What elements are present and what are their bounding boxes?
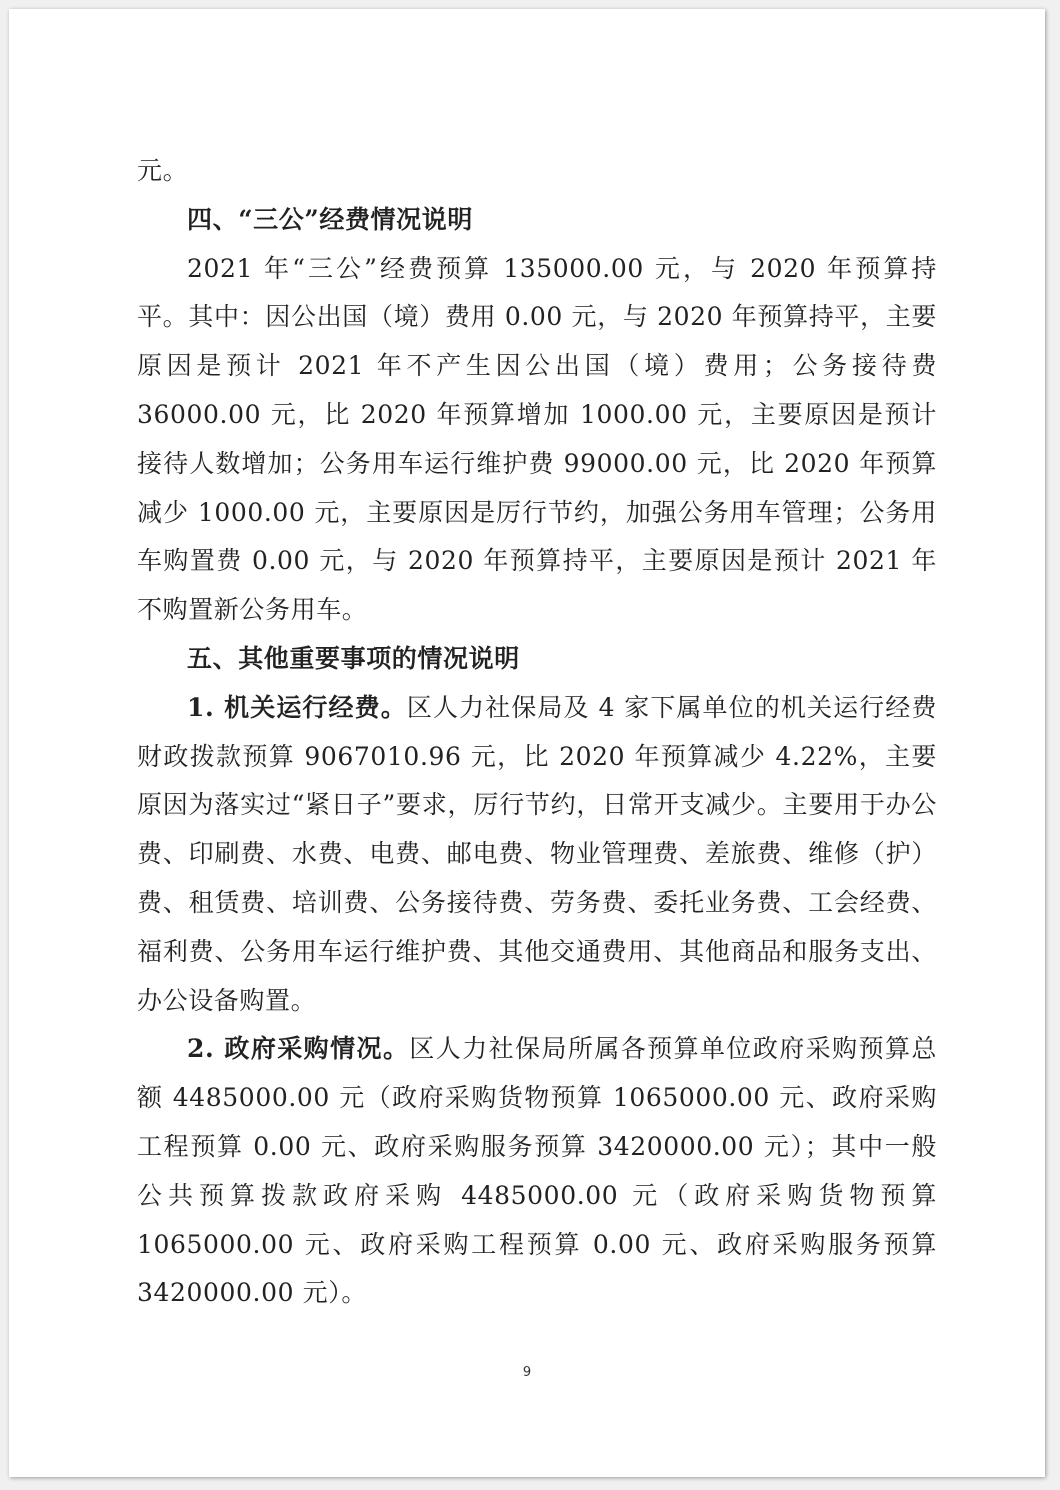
section-heading-four: 四、“三公”经费情况说明 (187, 204, 473, 234)
page-body (137, 147, 937, 1318)
paragraph-government-procurement (137, 1025, 937, 1318)
document-page (9, 9, 1045, 1477)
page-number: 9 (522, 1365, 532, 1380)
paragraph-three-public-expenses: 2021 年“三公”经费预算 135000.00 元，与 2020 年预算持平。其中：因公出国（境）费用 0.00 元，与 2020 年预算持平，主要原因是预计 2021 年不产生因公出国（境）费用；公务接待费 36000.00 元，比 2020 年预算增加 1000.00 元，主要原因是预计接待人数增加；公务用车运行维护费 99000.00 元，比 2020 年预算减少 1000.00 元，主要原因是厉行节约，加强公务用车管理；公务用车购置费 0.00 元，与 2020 年预算持平，主要原因是预计 2021 年不购置新公务用车。 (137, 253, 937, 625)
item-lead-government-procurement: 2. 政府采购情况。 (187, 1034, 410, 1064)
paragraph-continuation: 元。 (137, 156, 189, 185)
paragraph-operating-expenses (137, 684, 937, 1026)
item-lead-operating-expenses: 1. 机关运行经费。 (187, 692, 407, 722)
item-body-operating-expenses: 区人力社保局及 4 家下属单位的机关运行经费财政拨款预算 9067010.96 元，比 2020 年预算减少 4.22%，主要原因为落实过“紧日子”要求，厉行节约，日常开支减少。主要用于办公费、印刷费、水费、电费、邮电费、物业管理费、差旅费、维修（护）费、租赁费、培训费、公务接待费、劳务费、委托业务费、工会经费、福利费、公务用车运行维护费、其他交通费用、其他商品和服务支出、办公设备购置。 (137, 692, 937, 1015)
section-heading-five: 五、其他重要事项的情况说明 (187, 643, 520, 673)
item-body-government-procurement: 区人力社保局所属各预算单位政府采购预算总额 4485000.00 元（政府采购货物预算 1065000.00 元、政府采购工程预算 0.00 元、政府采购服务预算 3420000.00 元）；其中一般公共预算拨款政府采购 4485000.00 元（政府采购货物预算 1065000.00 元、政府采购工程预算 0.00 元、政府采购服务预算 3420000.00 元）。 (137, 1034, 937, 1308)
